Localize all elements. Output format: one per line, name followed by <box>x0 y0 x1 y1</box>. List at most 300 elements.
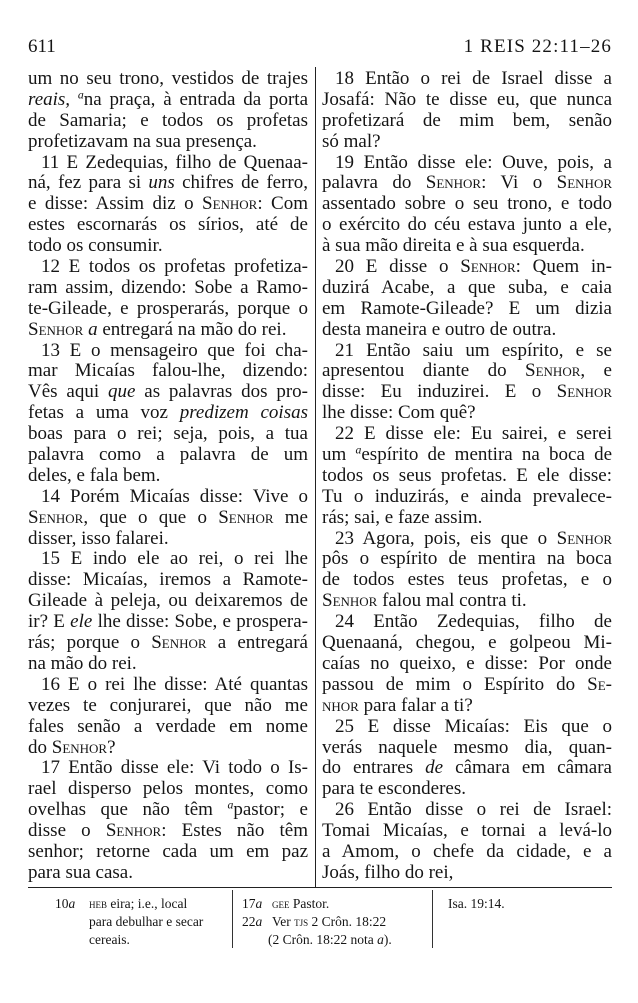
text-line <box>28 236 308 257</box>
text-line <box>322 675 612 696</box>
abbreviation: TJS <box>294 914 309 929</box>
smallcaps-lord: Senhor <box>105 820 162 842</box>
line-text <box>28 319 286 340</box>
text-run: disser, isso falarei. <box>28 527 169 549</box>
text-run: em Ramote-Gileade? E um dizia <box>322 297 612 319</box>
text-line <box>322 278 612 299</box>
abbreviation: GEE <box>272 896 290 911</box>
text-run: Tomai Micaías, e tornai a levá-lo <box>322 820 612 842</box>
text-run: para falar a ti? <box>358 694 473 716</box>
text-line <box>28 194 308 215</box>
line-text <box>28 695 308 716</box>
line-text <box>28 423 308 444</box>
line-text <box>322 695 473 716</box>
text-run: : Com <box>257 193 308 215</box>
footnote-marker: a <box>227 798 234 812</box>
italic-text: de <box>425 757 444 779</box>
text-run: passou de mim o Espírito do <box>322 673 588 695</box>
text-run: eira; i.e., local <box>107 896 188 911</box>
text-run: rás; sai, e faze assim. <box>322 506 483 528</box>
text-line <box>28 361 308 382</box>
text-run: entregará na mão do rei. <box>97 318 287 340</box>
line-text <box>28 193 308 214</box>
text-line <box>322 445 612 466</box>
text-run: todos os seus profetas. E ele disse: <box>322 464 612 486</box>
line-text <box>322 757 612 778</box>
footnote-ref <box>55 895 89 913</box>
smallcaps-lord: Senhor <box>151 632 207 654</box>
verse-start-line <box>28 549 308 570</box>
text-run: boas para o rei; seja, pois, a tua <box>28 423 308 445</box>
running-head: 1 REIS 22:11–26 <box>463 36 612 57</box>
line-text <box>28 507 308 528</box>
text-run: mar Micaías falou-lhe, dizendo: <box>28 360 308 382</box>
italic-text: a <box>88 318 98 340</box>
line-text <box>28 172 308 193</box>
line-text <box>28 131 257 152</box>
line-text <box>41 757 308 778</box>
line-text <box>335 152 612 173</box>
text-run: ovelhas que não têm <box>28 799 228 821</box>
line-text <box>322 214 612 235</box>
line-text <box>28 611 308 632</box>
footnote-letter: a <box>255 896 263 911</box>
text-run: ná, fez para si <box>28 172 149 194</box>
line-text <box>41 548 308 569</box>
text-line <box>28 173 308 194</box>
line-text <box>322 674 612 695</box>
text-run: te-Gileade, e prosperarás, porque o <box>28 297 308 319</box>
footnote-marker: a <box>355 443 362 457</box>
footnote-ref <box>242 913 272 931</box>
text-run: Ver <box>272 914 295 929</box>
footnote-entry <box>242 895 428 913</box>
verse-start-line <box>322 69 612 90</box>
page-number: 611 <box>28 36 56 57</box>
text-run: disse o <box>28 820 106 842</box>
text-run: só mal? <box>322 130 381 152</box>
line-text <box>28 360 308 381</box>
text-run: de Samaria; e todos os profetas <box>28 109 308 131</box>
line-text <box>28 590 308 611</box>
text-line <box>322 403 612 424</box>
text-run: palavra como a palavra de um <box>28 444 308 466</box>
text-line <box>322 90 612 111</box>
smallcaps-lord: nhor <box>322 694 359 716</box>
text-run: câmara em câmara <box>443 757 612 779</box>
italic-text: predizem coisas <box>179 402 309 424</box>
footnote-rule <box>28 887 612 888</box>
text-run: de todos estes teus profetas, e o <box>322 569 612 591</box>
verse-start-line <box>28 257 308 278</box>
line-text <box>335 611 612 632</box>
text-line <box>28 863 308 884</box>
text-run: Quenaaná, chegou, e golpeou Mi- <box>322 632 612 654</box>
text-run: lhe disse: Sobe, e prospera- <box>92 611 308 633</box>
text-run: rael disperso pelos montes, como <box>28 778 308 800</box>
text-line <box>28 320 308 341</box>
text-line <box>28 738 308 759</box>
text-run: profetizará de mim bem, senão <box>322 109 612 131</box>
verse-start-line <box>28 153 308 174</box>
text-run: deles, e fala bem. <box>28 464 161 486</box>
verse-start-line <box>322 153 612 174</box>
line-text <box>28 465 160 486</box>
text-run: (2 Crôn. 18:22 nota <box>268 932 378 947</box>
text-line <box>322 487 612 508</box>
text-run: vezes te conjurarei, que não me <box>28 694 308 716</box>
text-run: a Amom, o chefe da cidade, e a <box>322 840 612 862</box>
line-text <box>322 841 612 862</box>
text-run: ram assim, dizendo: Sobe a Ramo- <box>28 276 308 298</box>
text-line <box>322 654 612 675</box>
footnote-ref <box>242 895 272 913</box>
text-run: Pastor. <box>289 896 330 911</box>
line-text <box>28 381 308 402</box>
footnote-column-1 <box>55 895 227 949</box>
footnote-line <box>242 931 428 949</box>
verse-start-line <box>322 257 612 278</box>
text-run: cereais. <box>89 932 130 947</box>
line-text <box>322 507 482 528</box>
text-line <box>28 529 308 550</box>
line-text <box>28 444 308 465</box>
text-run: 12 E todos os profetas profetiza- <box>41 256 308 278</box>
line-text <box>322 319 556 340</box>
italic-text: a <box>377 932 384 947</box>
line-text <box>322 402 476 423</box>
text-run: palavra do <box>322 172 426 194</box>
text-column-right <box>322 69 612 884</box>
text-line <box>322 549 612 570</box>
line-text <box>28 820 308 841</box>
text-line <box>322 758 612 779</box>
verse-start-line <box>28 341 308 362</box>
footnote-entry <box>242 913 428 949</box>
verse-start-line <box>322 612 612 633</box>
text-line <box>322 173 612 194</box>
text-run: para te esconderes. <box>322 778 467 800</box>
footnote-marker: a <box>77 88 84 102</box>
line-text <box>322 298 612 319</box>
text-run: pastor; e <box>233 799 308 821</box>
text-line <box>322 863 612 884</box>
text-run: do <box>28 736 52 758</box>
smallcaps-lord: Senhor <box>218 506 274 528</box>
footnote-column-3 <box>448 895 608 913</box>
line-text <box>28 235 163 256</box>
text-run: ? <box>107 736 116 758</box>
line-text <box>28 737 116 758</box>
text-run <box>70 89 78 110</box>
text-run: na praça, à entrada da porta <box>83 88 309 110</box>
text-run: todo os consumir. <box>28 235 163 257</box>
text-run: , que o que o <box>83 506 219 528</box>
text-run: 14 Porém Micaías disse: Vive o <box>41 485 308 507</box>
text-run: chifres de ferro, <box>174 172 308 194</box>
line-text <box>28 68 308 89</box>
line-text <box>322 381 612 402</box>
text-line <box>28 800 308 821</box>
verse-start-line <box>322 424 612 445</box>
verse-start-line <box>28 487 308 508</box>
text-run: , e <box>580 360 612 382</box>
line-text <box>28 716 308 737</box>
line-text <box>322 360 612 381</box>
line-text <box>335 716 612 737</box>
italic-text: ele <box>70 611 93 633</box>
verse-start-line <box>322 341 612 362</box>
line-text <box>322 465 612 486</box>
footnote-line <box>55 895 227 913</box>
footnote-line <box>242 895 428 913</box>
text-run: 11 E Zedequias, filho de Quenaa- <box>41 151 308 173</box>
text-run: Vês aqui <box>28 381 108 403</box>
text-run: desta maneira e outro de outra. <box>322 318 557 340</box>
smallcaps-lord: Senhor <box>556 172 612 194</box>
text-line <box>322 466 612 487</box>
text-line <box>28 591 308 612</box>
footnote-verse-number: 10 <box>55 896 69 911</box>
line-text <box>335 256 612 277</box>
footnote-entry <box>448 895 608 913</box>
verse-start-line <box>322 800 612 821</box>
footnote-line <box>55 913 227 931</box>
text-column-left <box>28 69 308 884</box>
line-text <box>322 590 527 611</box>
text-line <box>322 111 612 132</box>
text-line <box>322 696 612 717</box>
footnote-verse-number: 17 <box>242 896 256 911</box>
text-line <box>322 382 612 403</box>
line-text <box>41 256 308 277</box>
text-run: senhor; retorne cada um em paz <box>28 840 308 862</box>
text-run: profetizavam na sua presença. <box>28 130 257 152</box>
text-line <box>28 382 308 403</box>
footnote-letter: a <box>68 896 76 911</box>
smallcaps-lord: Senhor <box>28 506 84 528</box>
footnote-line <box>55 931 227 949</box>
text-line <box>322 633 612 654</box>
line-text <box>322 569 612 590</box>
line-text <box>322 193 612 214</box>
text-line <box>322 132 612 153</box>
smallcaps-lord: Senhor <box>322 590 378 612</box>
footnote-column-2 <box>242 895 428 949</box>
line-text <box>322 737 612 758</box>
text-run: ). <box>383 932 392 947</box>
text-line <box>322 591 612 612</box>
line-text <box>322 862 453 883</box>
smallcaps-lord: Senhor <box>556 527 612 549</box>
line-text <box>28 277 308 298</box>
text-line <box>322 508 612 529</box>
line-text <box>41 340 308 361</box>
text-line <box>28 445 308 466</box>
text-run: na mão do rei. <box>28 652 137 674</box>
text-run: 26 Então disse o rei de Israel: <box>335 799 612 821</box>
text-run: disse: Eu induzirei. E o <box>322 381 557 403</box>
line-text <box>28 214 308 235</box>
text-line <box>322 236 612 257</box>
text-run: pôs o espírito de mentira na boca <box>322 548 612 570</box>
text-line <box>28 403 308 424</box>
line-text <box>28 632 308 653</box>
text-run: 23 Agora, pois, eis que o <box>335 527 557 549</box>
text-line <box>28 842 308 863</box>
text-line <box>322 738 612 759</box>
line-text <box>322 110 612 131</box>
text-run: fetas a uma voz <box>28 402 180 424</box>
line-text <box>41 486 308 507</box>
text-run: 16 E o rei lhe disse: Até quantas <box>41 673 308 695</box>
text-run: 21 Então saiu um espírito, e se <box>335 339 612 361</box>
text-run: Josafá: Não te disse eu, que nunca <box>322 88 612 110</box>
line-text <box>322 653 612 674</box>
line-text <box>28 841 308 862</box>
footnote-line <box>242 913 428 931</box>
text-line <box>28 821 308 842</box>
text-run: disse: Micaías, iremos a Ramote- <box>28 569 308 591</box>
text-line <box>322 320 612 341</box>
line-text <box>322 235 585 256</box>
text-run: estes escornarás os sírios, até de <box>28 214 308 236</box>
text-line <box>322 194 612 215</box>
text-run: 18 Então o rei de Israel disse a <box>335 68 612 89</box>
smallcaps-lord: Senhor <box>51 736 108 758</box>
text-run: espírito de mentira na boca de <box>361 444 613 466</box>
text-line <box>28 424 308 445</box>
line-text <box>335 528 612 549</box>
text-run: 19 Então disse ele: Ouve, pois, a <box>335 151 612 173</box>
text-run: para debulhar e secar <box>89 914 204 929</box>
footnote-letter: a <box>255 914 263 929</box>
verse-start-line <box>322 529 612 550</box>
text-line <box>28 69 308 90</box>
text-run: Tu o induzirás, e ainda prevalece- <box>322 485 612 507</box>
smallcaps-lord: Senhor <box>28 318 84 340</box>
line-text <box>28 799 308 820</box>
verse-start-line <box>28 758 308 779</box>
text-run: Gileade à peleja, ou deixaremos de <box>28 590 308 612</box>
line-text <box>335 340 612 361</box>
abbreviation: HEB <box>89 896 107 911</box>
line-text <box>28 528 169 549</box>
column-divider <box>315 67 316 887</box>
footnote-verse-number: 22 <box>242 914 256 929</box>
smallcaps-lord: Se- <box>587 673 612 695</box>
line-text <box>322 820 612 841</box>
text-run: e disse: Assim diz o <box>28 193 202 215</box>
footnote-line <box>448 895 608 913</box>
text-line <box>322 299 612 320</box>
text-run: : Vi o <box>481 172 557 194</box>
line-text <box>322 632 612 653</box>
text-run: à sua mão direita e à sua esquerda. <box>322 235 585 257</box>
text-line <box>322 570 612 591</box>
text-line <box>28 215 308 236</box>
text-line <box>322 821 612 842</box>
text-run: : Quem in- <box>515 256 613 278</box>
line-text <box>41 674 308 695</box>
text-run: : Estes não têm <box>161 820 309 842</box>
line-text <box>28 653 137 674</box>
verse-start-line <box>28 675 308 696</box>
line-text <box>28 778 308 799</box>
text-line <box>322 361 612 382</box>
text-run: caías no queixo, e disse: Por onde <box>322 652 612 674</box>
text-run: ir? E <box>28 611 71 633</box>
verse-start-line <box>322 717 612 738</box>
line-text <box>322 486 612 507</box>
smallcaps-lord: Senhor <box>202 193 258 215</box>
text-line <box>28 132 308 153</box>
text-line <box>28 299 308 320</box>
line-text <box>322 131 381 152</box>
line-text <box>28 569 308 590</box>
text-run: me <box>273 506 308 528</box>
smallcaps-lord: Senhor <box>460 256 516 278</box>
text-run: Joás, filho do rei, <box>322 861 454 883</box>
line-text <box>28 110 308 131</box>
line-text <box>28 298 308 319</box>
smallcaps-lord: Senhor <box>425 172 482 194</box>
text-run: 17 Então disse ele: Vi todo o Is- <box>41 757 308 779</box>
line-text <box>322 444 612 465</box>
footnote-column-divider <box>432 890 433 948</box>
line-text <box>335 799 612 820</box>
text-run: 15 E indo ele ao rei, o rei lhe <box>41 548 308 570</box>
text-line <box>28 717 308 738</box>
text-run: lhe disse: Com quê? <box>322 402 476 424</box>
line-text <box>335 68 612 89</box>
text-line <box>28 466 308 487</box>
text-run: verás naquele mesmo dia, quan- <box>322 736 612 758</box>
text-line <box>322 215 612 236</box>
line-text <box>28 89 308 110</box>
text-run: 25 E disse Micaías: Eis que o <box>335 715 612 737</box>
italic-text: uns <box>148 172 175 194</box>
text-line <box>322 842 612 863</box>
line-text <box>41 152 308 173</box>
text-run: as palavras dos pro- <box>135 381 308 403</box>
text-line <box>28 111 308 132</box>
line-text <box>335 423 612 444</box>
text-run: falou mal contra ti. <box>377 590 527 612</box>
text-run: 20 E disse o <box>335 256 461 278</box>
italic-text: reais, <box>28 88 71 110</box>
text-line <box>28 570 308 591</box>
text-line <box>28 508 308 529</box>
smallcaps-lord: Senhor <box>556 381 612 403</box>
text-run: fales senão a verdade em nome <box>28 715 308 737</box>
text-line <box>28 90 308 111</box>
text-line <box>28 654 308 675</box>
footnote-column-divider <box>232 890 233 948</box>
text-line <box>28 278 308 299</box>
line-text <box>322 89 612 110</box>
text-run: a entregará <box>206 632 308 654</box>
text-run: assentado sobre o seu trono, e todo <box>322 193 612 215</box>
smallcaps-lord: Senhor <box>525 360 581 382</box>
line-text <box>322 277 612 298</box>
line-text <box>28 862 133 883</box>
footnote-entry <box>55 895 227 949</box>
text-run: duzirá Acabe, a que suba, e caia <box>322 276 612 298</box>
text-run: 24 Então Zedequias, filho de <box>335 611 612 633</box>
line-text <box>28 402 308 423</box>
line-text <box>322 172 612 193</box>
